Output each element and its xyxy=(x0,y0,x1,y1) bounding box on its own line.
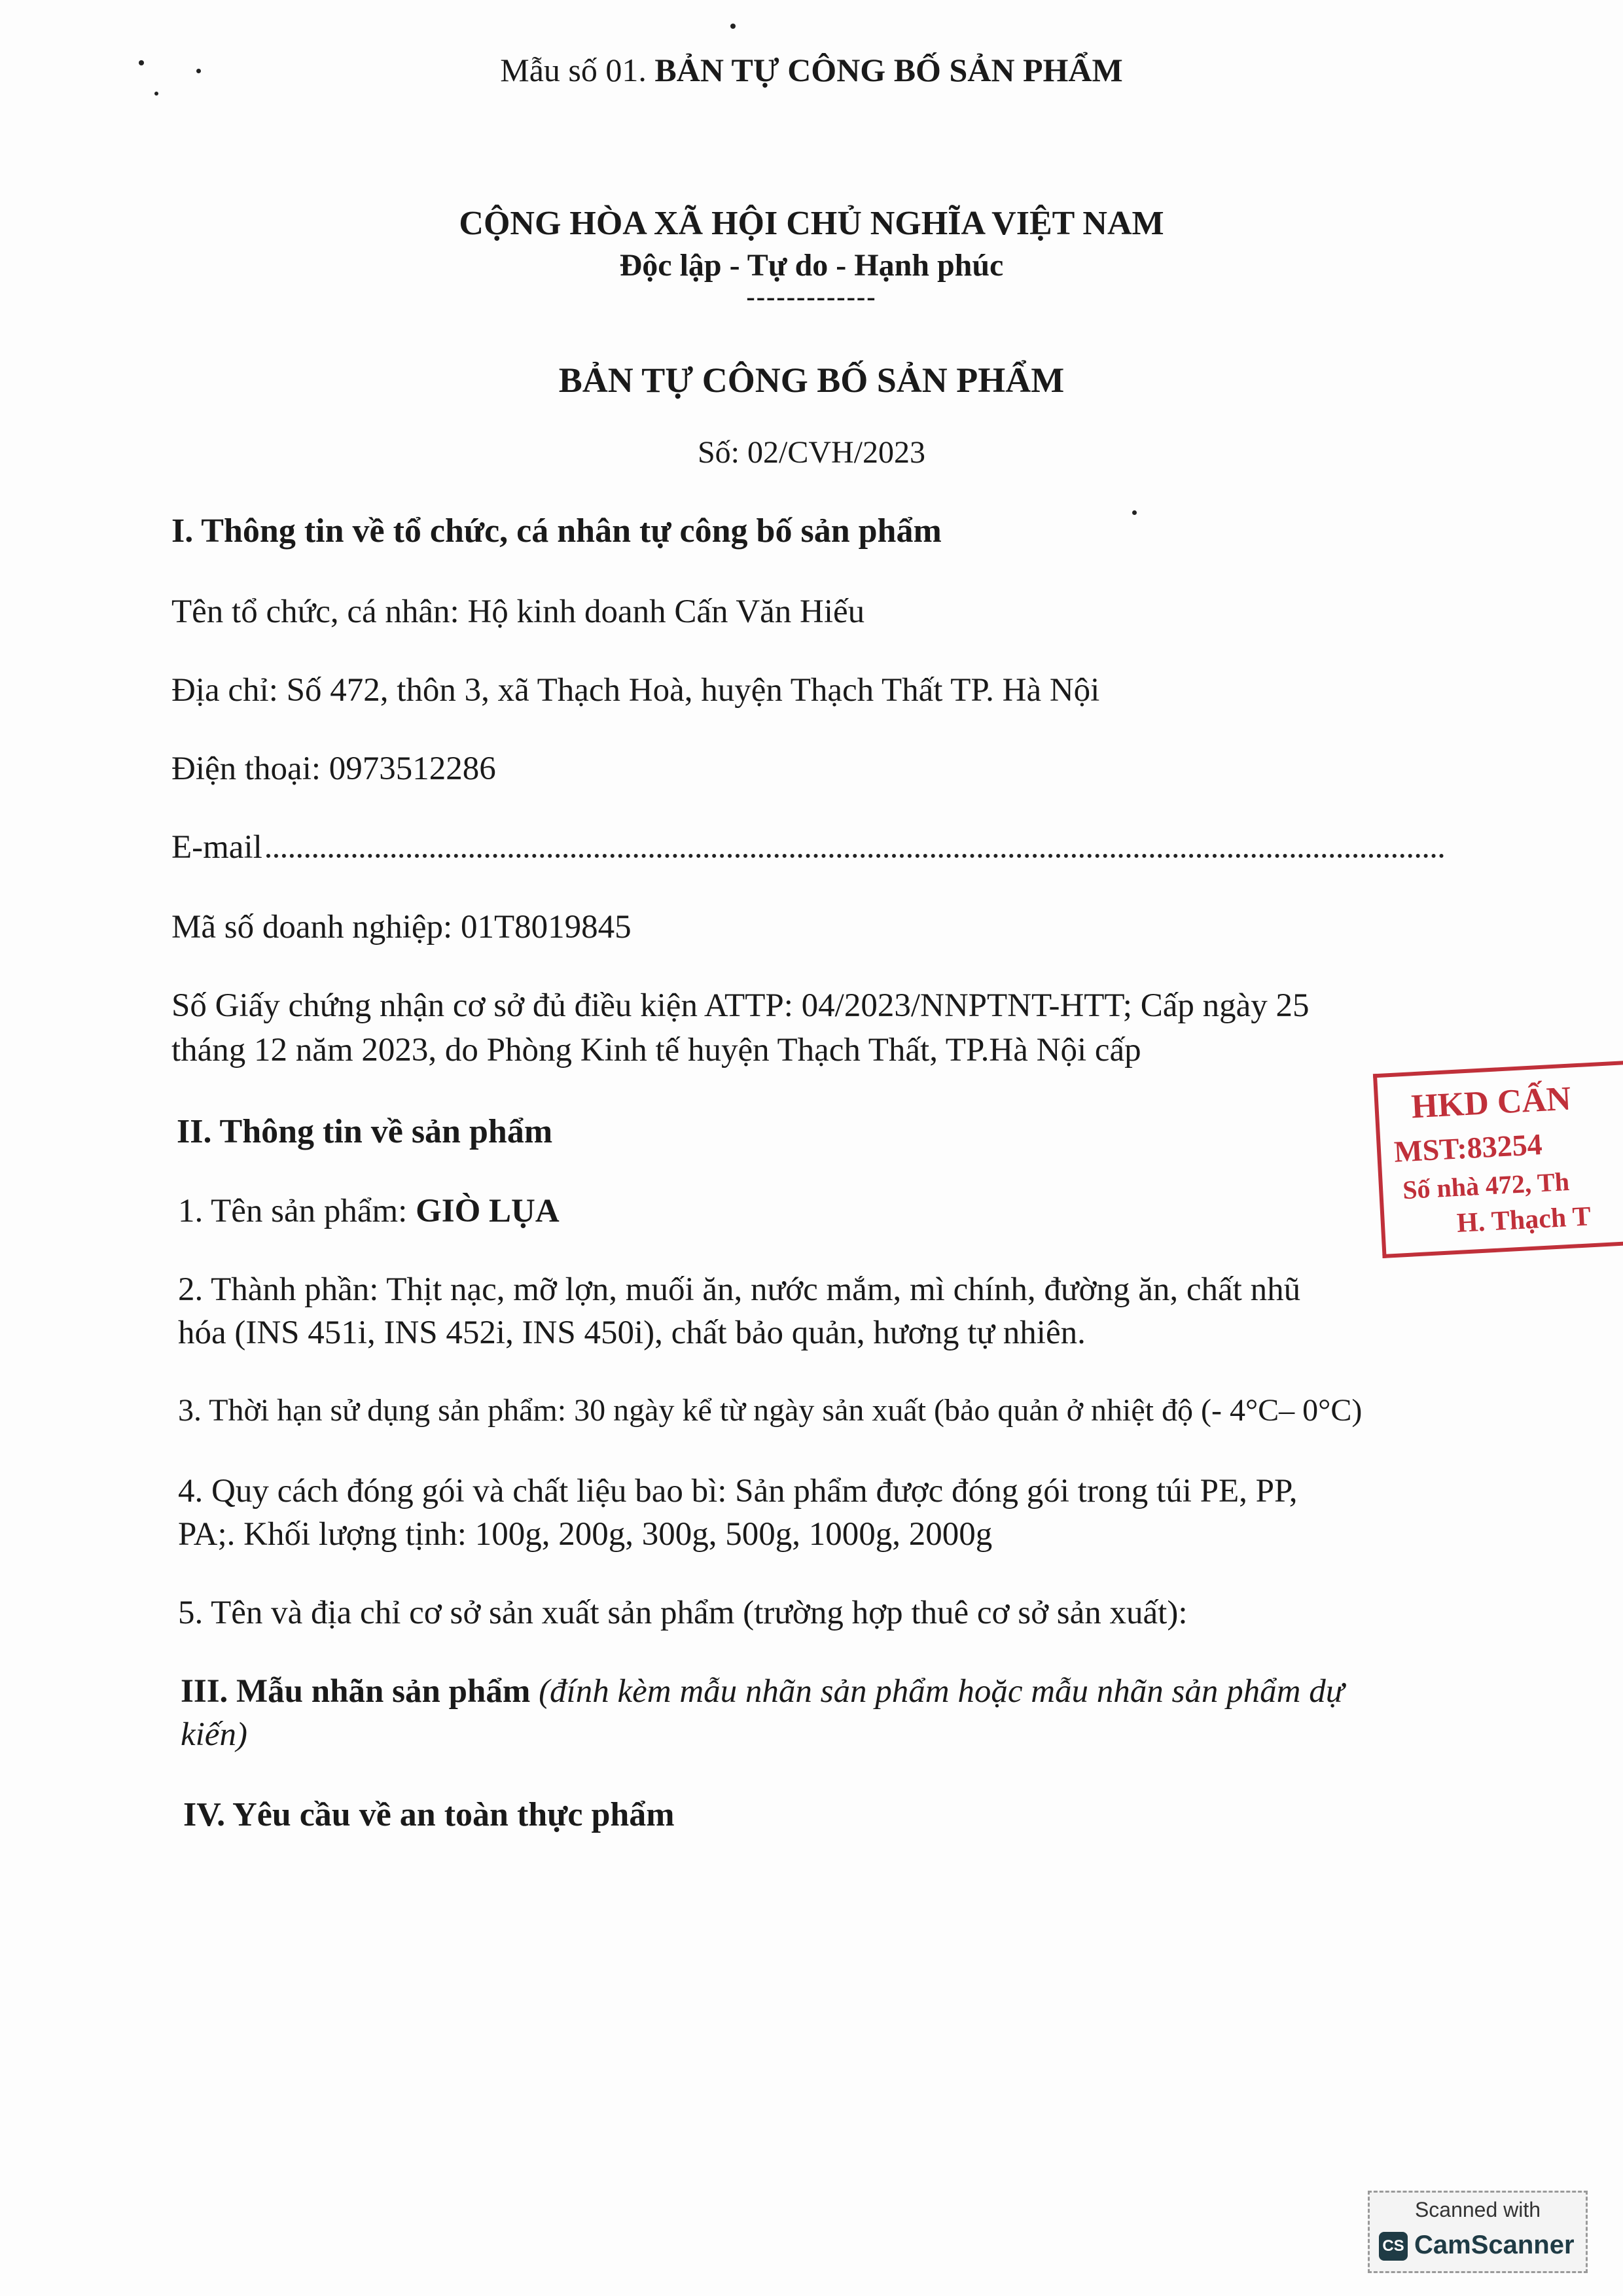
section-3-line-1 xyxy=(181,1672,1344,1710)
email-dotted-blank xyxy=(266,847,1444,858)
packaging-line-1: 4. Quy cách đóng gói và chất liệu bao bì: Sản phẩm được đóng gói trong túi PE, PP, xyxy=(178,1473,1298,1510)
camscanner-logo-icon: CS xyxy=(1379,2232,1408,2261)
section-4-heading: IV. Yêu cầu về an toàn thực phẩm xyxy=(183,1796,675,1833)
certificate-line-2: tháng 12 năm 2023, do Phòng Kinh tế huyện Thạch Thất, TP.Hà Nội cấp xyxy=(171,1032,1141,1069)
stamp-line-2: MST:83254 xyxy=(1393,1127,1543,1169)
business-code-line: Mã số doanh nghiệp: 01T8019845 xyxy=(171,909,632,945)
stamp-line-1: HKD CẤN xyxy=(1410,1080,1572,1126)
certificate-line-1: Số Giấy chứng nhận cơ sở đủ điều kiện ATTP: 04/2023/NNPTNT-HTT; Cấp ngày 25 xyxy=(171,987,1310,1024)
stamp-line-4: H. Thạch T xyxy=(1455,1201,1592,1239)
motto: Độc lập - Tự do - Hạnh phúc xyxy=(619,248,1004,283)
ingredients-line-2: hóa (INS 451i, INS 452i, INS 450i), chất bảo quản, hương tự nhiên. xyxy=(178,1315,1086,1351)
republic-heading: CỘNG HÒA XÃ HỘI CHỦ NGHĨA VIỆT NAM xyxy=(459,205,1164,242)
header-separator: ------------- xyxy=(746,282,877,311)
ingredients-line-1: 2. Thành phần: Thịt nạc, mỡ lợn, muối ăn, nước mắm, mì chính, đường ăn, chất nhũ xyxy=(178,1271,1301,1308)
camscanner-watermark xyxy=(1368,2191,1588,2273)
section-3-note: (đính kèm mẫu nhãn sản phẩm hoặc mẫu nhãn sản phẩm dự xyxy=(539,1673,1344,1710)
form-label-prefix: Mẫu số 01. xyxy=(500,52,647,88)
packaging-line-2: PA;. Khối lượng tịnh: 100g, 200g, 300g, 500g, 1000g, 2000g xyxy=(178,1516,993,1553)
section-3-note-cont: kiến) xyxy=(181,1716,247,1753)
product-name-label: 1. Tên sản phẩm: xyxy=(178,1193,416,1229)
address-line: Địa chỉ: Số 472, thôn 3, xã Thạch Hoà, huyện Thạch Thất TP. Hà Nội xyxy=(171,672,1100,709)
stamp-line-3: Số nhà 472, Th xyxy=(1402,1166,1571,1205)
section-1-heading: I. Thông tin về tổ chức, cá nhân tự công bố sản phẩm xyxy=(171,512,942,550)
email-label: E-mail xyxy=(171,829,262,866)
shelf-life-line: 3. Thời hạn sử dụng sản phẩm: 30 ngày kể từ ngày sản xuất (bảo quản ở nhiệt độ (- 4°C– 0°C) xyxy=(178,1393,1363,1428)
scan-speck xyxy=(730,24,736,29)
scanned-with-text: Scanned with xyxy=(1414,2198,1541,2221)
form-label xyxy=(0,51,1623,89)
form-label-title: BẢN TỰ CÔNG BỐ SẢN PHẨM xyxy=(654,52,1123,88)
scan-speck xyxy=(154,92,158,96)
camscanner-brand: CamScanner xyxy=(1414,2231,1575,2259)
manufacturer-line: 5. Tên và địa chỉ cơ sở sản xuất sản phẩm (trường hợp thuê cơ sở sản xuất): xyxy=(178,1595,1188,1631)
phone-line: Điện thoại: 0973512286 xyxy=(171,751,496,787)
document-title: BẢN TỰ CÔNG BỐ SẢN PHẨM xyxy=(558,361,1065,400)
product-name-value: GIÒ LỤA xyxy=(416,1193,560,1229)
email-line xyxy=(171,828,1444,866)
product-name-line xyxy=(178,1192,560,1230)
document-number: Số: 02/CVH/2023 xyxy=(697,435,926,470)
section-2-heading: II. Thông tin về sản phẩm xyxy=(177,1113,553,1150)
section-3-heading: III. Mẫu nhãn sản phẩm xyxy=(181,1673,531,1710)
red-company-stamp xyxy=(1373,1059,1623,1258)
org-name-line: Tên tổ chức, cá nhân: Hộ kinh doanh Cấn Văn Hiếu xyxy=(171,593,865,630)
scan-speck xyxy=(1132,510,1137,515)
